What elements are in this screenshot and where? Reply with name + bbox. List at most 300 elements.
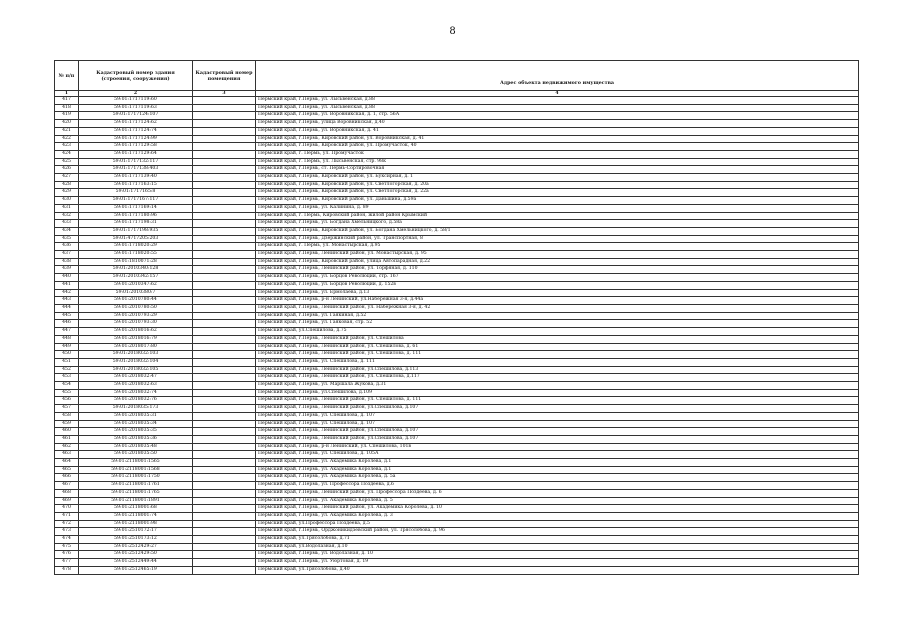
property-address: Пермский край, г.Пермь, ул. Лысьвенская, д.88	[256, 104, 859, 112]
table-row	[55, 297, 859, 305]
table-header-row	[55, 61, 859, 91]
table-row	[55, 566, 859, 574]
property-address: Пермский край, г.Пермь, ул. Борцов Революции, стр. 167	[256, 274, 859, 282]
building-cadastral-number: 59:01:2018032:47	[79, 374, 193, 382]
property-address: Пермский край, г. Пермь, ул. Лысьвенская, стр. 98к	[256, 158, 859, 166]
row-number: 455	[55, 389, 79, 397]
building-cadastral-number: 59:01:1717198:31	[79, 220, 193, 228]
page-number: 8	[449, 26, 456, 37]
property-address: Пермский край, г.Пермь, ул. Академика Королева, д. 5а	[256, 474, 859, 482]
property-address: Пермский край, г.Пермь, ст. Пермь-Сортировочная	[256, 166, 859, 174]
row-number: 459	[55, 420, 79, 428]
property-address: Пермский край, г.Пермь, Кировский район, ул. Богдана Хмельницкого, д. 58/1	[256, 227, 859, 235]
property-address: Пермский край, г.Пермь, Ленинский район, ул. Спешилова	[256, 335, 859, 343]
table-row	[55, 127, 859, 135]
premises-cadastral-number	[193, 212, 256, 220]
table-row	[55, 143, 859, 151]
row-number: 478	[55, 566, 79, 574]
row-number: 474	[55, 536, 79, 544]
row-number: 464	[55, 459, 79, 467]
premises-cadastral-number	[193, 435, 256, 443]
building-cadastral-number: 59:01:1717180:96	[79, 212, 193, 220]
header-building-cadastral: Кадастровый номер здания (строения, сооружения)	[79, 61, 193, 91]
row-number: 446	[55, 320, 79, 328]
building-cadastral-number: 59:01:1810071:28	[79, 258, 193, 266]
table-row	[55, 428, 859, 436]
building-cadastral-number: 59:01:2118001:1568	[79, 466, 193, 474]
table-row	[55, 258, 859, 266]
premises-cadastral-number	[193, 266, 256, 274]
column-number: 2	[79, 91, 193, 97]
row-number: 429	[55, 189, 79, 197]
property-address: Пермский край, г. Пермь, ул. Монастырская, д.95	[256, 243, 859, 251]
building-cadastral-number: 59:01:2010340:128	[79, 266, 193, 274]
property-address: Пермский край, г.Пермь, ул. Спешилова, д. 105А	[256, 451, 859, 459]
property-address: Пермский край, г.Пермь, Ленинский район, ул.Спешилова, д.107	[256, 435, 859, 443]
property-address: Пермский край, г.Пермь, ул. Академика Королева, д. 3	[256, 512, 859, 520]
premises-cadastral-number	[193, 158, 256, 166]
premises-cadastral-number	[193, 312, 256, 320]
table-row	[55, 212, 859, 220]
property-address: Пермский край, г.Пермь, ул. Лысьвенская, д.88	[256, 97, 859, 105]
building-cadastral-number: 59:01:2018016:79	[79, 335, 193, 343]
premises-cadastral-number	[193, 258, 256, 266]
table-body	[55, 97, 859, 575]
table-row	[55, 266, 859, 274]
table-row	[55, 512, 859, 520]
building-cadastral-number: 59:01:1717138:403	[79, 166, 193, 174]
row-number: 436	[55, 243, 79, 251]
building-cadastral-number: 59:01:1717163:15	[79, 181, 193, 189]
row-number: 426	[55, 166, 79, 174]
row-number: 425	[55, 158, 79, 166]
table-row	[55, 335, 859, 343]
table-row	[55, 443, 859, 451]
property-address: Пермский край, г.Пермь, Ленинский район, ул. Торфяная, д. 110	[256, 266, 859, 274]
building-cadastral-number: 59:01:1717124:74	[79, 127, 193, 135]
property-address: Пермский край, г.Пермь, ул. Спешилова, д. 107	[256, 412, 859, 420]
property-address: Пермский край, г.Пермь, Ленинский район, ул.Спешилова, д.107	[256, 405, 859, 413]
premises-cadastral-number	[193, 166, 256, 174]
premises-cadastral-number	[193, 536, 256, 544]
premises-cadastral-number	[193, 543, 256, 551]
building-cadastral-number: 59:01:1717119:63	[79, 104, 193, 112]
building-cadastral-number: 59:01:1718020:29	[79, 243, 193, 251]
property-address: Пермский край, ул.Трясолобова, д.71	[256, 536, 859, 544]
property-address: Пермский край, г.Пермь, ул. Гаякиная, д.52	[256, 312, 859, 320]
building-cadastral-number: 59:01:2010342:157	[79, 274, 193, 282]
row-number: 431	[55, 204, 79, 212]
premises-cadastral-number	[193, 382, 256, 390]
premises-cadastral-number	[193, 405, 256, 413]
table-row	[55, 204, 859, 212]
property-address: Пермский край, г.Пермь, ул. Воровникская, д. 41	[256, 127, 859, 135]
property-address: Пермский край, г.Пермь, ул. Спешилова, д. 111	[256, 358, 859, 366]
building-cadastral-number: 59:01:2018035:173	[79, 405, 193, 413]
building-cadastral-number: 59:01:2118001:1565	[79, 459, 193, 467]
premises-cadastral-number	[193, 304, 256, 312]
building-cadastral-number: 59:01:2018032:74	[79, 389, 193, 397]
property-address: Пермский край, г.Пермь, ул. Ермолаева, д.13	[256, 289, 859, 297]
table-row	[55, 104, 859, 112]
building-cadastral-number: 59:01:1717129:64	[79, 150, 193, 158]
header-address: Адрес объекта недвижимого имущества	[256, 61, 859, 91]
row-number: 437	[55, 251, 79, 259]
premises-cadastral-number	[193, 482, 256, 490]
building-cadastral-number: 59:01:1717119:60	[79, 97, 193, 105]
row-number: 420	[55, 120, 79, 128]
property-address: Пермский край, г.Пермь, ул. Воровникская, д. 1, стр. 56А	[256, 112, 859, 120]
row-number: 448	[55, 335, 79, 343]
table-row	[55, 274, 859, 282]
premises-cadastral-number	[193, 274, 256, 282]
property-address: Пермский край, г.Пермь, ул. Уюртовая, д. 19	[256, 559, 859, 567]
property-address: Пермский край, г.Пермь, Ленинский район, ул. Спешилова, д.117	[256, 374, 859, 382]
row-number: 428	[55, 181, 79, 189]
row-number: 438	[55, 258, 79, 266]
building-cadastral-number: 59:01:2118001:74	[79, 512, 193, 520]
property-address: Пермский край, г.Пермь, Кировский район, ул. Буксирная, д. 1	[256, 174, 859, 182]
premises-cadastral-number	[193, 143, 256, 151]
row-number: 424	[55, 150, 79, 158]
premises-cadastral-number	[193, 181, 256, 189]
row-number: 476	[55, 551, 79, 559]
table-row	[55, 150, 859, 158]
row-number: 453	[55, 374, 79, 382]
premises-cadastral-number	[193, 112, 256, 120]
property-address: Пермский край, г.Пермь, Ленинский район, ул.Спешилова, д.107	[256, 428, 859, 436]
premises-cadastral-number	[193, 451, 256, 459]
premises-cadastral-number	[193, 351, 256, 359]
table-row	[55, 281, 859, 289]
row-number: 470	[55, 505, 79, 513]
building-cadastral-number: 59:01:2018032:105	[79, 366, 193, 374]
table-row	[55, 343, 859, 351]
property-address: Пермский край, г.Пермь, ул. Калинина, д. 89	[256, 204, 859, 212]
table-row	[55, 435, 859, 443]
building-cadastral-number: 59:01:2010780:44	[79, 297, 193, 305]
premises-cadastral-number	[193, 397, 256, 405]
property-address: Пермский край, г.Пермь, ул.Спешилова, д.109	[256, 389, 859, 397]
table-row	[55, 520, 859, 528]
premises-cadastral-number	[193, 551, 256, 559]
table-row	[55, 459, 859, 467]
property-address: Пермский край, г.Пермь, Ленинский район, ул. Профессора Поздеева, д. 6	[256, 489, 859, 497]
property-address: Пермский край, г.Пермь, Кировский район, ул. Промучасток, 40	[256, 143, 859, 151]
row-number: 471	[55, 512, 79, 520]
premises-cadastral-number	[193, 320, 256, 328]
property-address: Пермский край, ул.Спешилова, д.75	[256, 328, 859, 336]
premises-cadastral-number	[193, 289, 256, 297]
table-row	[55, 412, 859, 420]
building-cadastral-number: 59:01:2118001:68	[79, 505, 193, 513]
table-row	[55, 389, 859, 397]
property-address: Пермский край, г. Пермь, ул. Промучасток	[256, 150, 859, 158]
property-address: Пермский край, г.Пермь, Кировский район, ул. Светлогорская, д. 20а	[256, 181, 859, 189]
table-row	[55, 289, 859, 297]
premises-cadastral-number	[193, 135, 256, 143]
row-number: 422	[55, 135, 79, 143]
premises-cadastral-number	[193, 328, 256, 336]
building-cadastral-number: 59:01:1717169:14	[79, 204, 193, 212]
property-address: Пермский край, г.Пермь, ул. Профессора Поздеева, д.6	[256, 482, 859, 490]
property-address: Пермский край, г.Пермь, ул. Академика Королева, д.1	[256, 466, 859, 474]
table-row	[55, 220, 859, 228]
table-row	[55, 466, 859, 474]
premises-cadastral-number	[193, 174, 256, 182]
table-row	[55, 543, 859, 551]
table-row	[55, 420, 859, 428]
premises-cadastral-number	[193, 235, 256, 243]
building-cadastral-number: 59:01:2010380:7	[79, 289, 193, 297]
row-number: 433	[55, 220, 79, 228]
property-address: Пермский край, г.Пермь, Ленинский район, ул. Спешилова, д. 111	[256, 397, 859, 405]
table-row	[55, 474, 859, 482]
property-address: Пермский край, г.Пермь, р-н Ленинский, ул. Спешилова, 101в	[256, 443, 859, 451]
premises-cadastral-number	[193, 520, 256, 528]
row-number: 451	[55, 358, 79, 366]
table-row	[55, 320, 859, 328]
table-row	[55, 505, 859, 513]
table-row	[55, 528, 859, 536]
premises-cadastral-number	[193, 459, 256, 467]
table-row	[55, 405, 859, 413]
building-cadastral-number: 59:01:2118001:1891	[79, 497, 193, 505]
table-row	[55, 227, 859, 235]
premises-cadastral-number	[193, 343, 256, 351]
building-cadastral-number: 59:01:2018032:103	[79, 351, 193, 359]
table-row	[55, 243, 859, 251]
premises-cadastral-number	[193, 104, 256, 112]
property-address: Пермский край, ул.Трясолобова, д.40	[256, 566, 859, 574]
table-row	[55, 181, 859, 189]
premises-cadastral-number	[193, 497, 256, 505]
building-cadastral-number: 59:01:2118001:1765	[79, 489, 193, 497]
building-cadastral-number: 59:01:1717124:99	[79, 135, 193, 143]
column-number: 3	[193, 91, 256, 97]
row-number: 461	[55, 435, 79, 443]
row-number: 434	[55, 227, 79, 235]
property-address: Пермский край, г.Пермь, Кировский район, улица Автопарадная, д.22	[256, 258, 859, 266]
row-number: 457	[55, 405, 79, 413]
table-row	[55, 397, 859, 405]
property-address: Пермский край, ул.Водолазная, д.10	[256, 543, 859, 551]
row-number: 421	[55, 127, 79, 135]
table-row	[55, 382, 859, 390]
building-cadastral-number: 59:01:2010793:30	[79, 320, 193, 328]
property-address: Пермский край, ул.Профессора Поздеева, д.5	[256, 520, 859, 528]
premises-cadastral-number	[193, 374, 256, 382]
property-address: Пермский край, г.Пермь, ул. Гаяковая, стр. 52	[256, 320, 859, 328]
table-row	[55, 197, 859, 205]
premises-cadastral-number	[193, 528, 256, 536]
premises-cadastral-number	[193, 566, 256, 574]
table-row	[55, 312, 859, 320]
building-cadastral-number: 59:01:2018032:76	[79, 397, 193, 405]
property-address: Пермский край, г.Пермь, ул. Маршала Жукова, д.31	[256, 382, 859, 390]
row-number: 417	[55, 97, 79, 105]
building-cadastral-number: 59:01:2018035:50	[79, 451, 193, 459]
building-cadastral-number: 59:01:1717124:107	[79, 112, 193, 120]
table-row	[55, 489, 859, 497]
premises-cadastral-number	[193, 474, 256, 482]
table-row	[55, 551, 859, 559]
building-cadastral-number: 59:01:2018032:63	[79, 382, 193, 390]
property-address: Пермский край, г.Пермь, Ленинский район, ул. Монастырская, д. 95	[256, 251, 859, 259]
building-cadastral-number: 59:01:2018032:104	[79, 358, 193, 366]
property-address: Пермский край, г.Пермь, улица Воровникская, д.40	[256, 120, 859, 128]
row-number: 449	[55, 343, 79, 351]
building-cadastral-number: 59:01:1717124:62	[79, 120, 193, 128]
building-cadastral-number: 59:01:2510173:12	[79, 536, 193, 544]
building-cadastral-number: 59:01:4717205:203	[79, 235, 193, 243]
row-number: 472	[55, 520, 79, 528]
row-number: 435	[55, 235, 79, 243]
table-row	[55, 158, 859, 166]
building-cadastral-number: 59:01:2118001:98	[79, 520, 193, 528]
property-address: Пермский край, г.Пермь, ул. Академика Королева, д. 5	[256, 497, 859, 505]
row-number: 427	[55, 174, 79, 182]
building-cadastral-number: 59:01:2118001:1761	[79, 482, 193, 490]
premises-cadastral-number	[193, 489, 256, 497]
property-register-table	[54, 60, 859, 575]
premises-cadastral-number	[193, 189, 256, 197]
building-cadastral-number: 59:01:1717165:8	[79, 189, 193, 197]
building-cadastral-number: 59:01:2010347:62	[79, 281, 193, 289]
property-address: Пермский край, г.Пермь, ул. Академика Королева, д.1	[256, 459, 859, 467]
row-number: 423	[55, 143, 79, 151]
building-cadastral-number: 59:01:2018035:31	[79, 412, 193, 420]
table-row	[55, 112, 859, 120]
building-cadastral-number: 59:01:1717198:935	[79, 227, 193, 235]
building-cadastral-number: 59:01:1717167:117	[79, 197, 193, 205]
row-number: 441	[55, 281, 79, 289]
building-cadastral-number: 59:01:2018035:36	[79, 435, 193, 443]
table-row	[55, 166, 859, 174]
table-row	[55, 497, 859, 505]
property-address: Пермский край, г.Пермь, Кировский район, ул. Светлогорская, д. 22а	[256, 189, 859, 197]
header-premises-cadastral: Кадастровый номер помещения	[193, 61, 256, 91]
property-address: Пермский край, г.Пермь, Ленинский район, ул. Спешилова, д. 111	[256, 351, 859, 359]
row-number: 418	[55, 104, 79, 112]
row-number: 447	[55, 328, 79, 336]
building-cadastral-number: 59:01:2018035:48	[79, 443, 193, 451]
premises-cadastral-number	[193, 97, 256, 105]
building-cadastral-number: 59:01:2118001:1750	[79, 474, 193, 482]
table-row	[55, 328, 859, 336]
row-number: 443	[55, 297, 79, 305]
table-row	[55, 251, 859, 259]
premises-cadastral-number	[193, 243, 256, 251]
row-number: 454	[55, 382, 79, 390]
premises-cadastral-number	[193, 466, 256, 474]
header-number: № п/п	[55, 61, 79, 91]
building-cadastral-number: 59:01:2010793:29	[79, 312, 193, 320]
premises-cadastral-number	[193, 505, 256, 513]
premises-cadastral-number	[193, 127, 256, 135]
row-number: 419	[55, 112, 79, 120]
column-number: 1	[55, 91, 79, 97]
row-number: 465	[55, 466, 79, 474]
row-number: 440	[55, 274, 79, 282]
property-address: Пермский край, г.Пермь, ул. Спешилова, д. 107	[256, 420, 859, 428]
table-row	[55, 366, 859, 374]
property-address: Пермский край, г.Пермь, р-н Ленинский, ул.Набережная 3-я, д.44а	[256, 297, 859, 305]
premises-cadastral-number	[193, 443, 256, 451]
premises-cadastral-number	[193, 297, 256, 305]
row-number: 439	[55, 266, 79, 274]
table-row	[55, 174, 859, 182]
building-cadastral-number: 59:01:2512429:50	[79, 551, 193, 559]
property-address: Пермский край, г.Пермь, Дзержинский район, ул. Транспортная, 8	[256, 235, 859, 243]
row-number: 458	[55, 412, 79, 420]
premises-cadastral-number	[193, 428, 256, 436]
row-number: 469	[55, 497, 79, 505]
column-number: 4	[256, 91, 859, 97]
building-cadastral-number: 59:01:1717132:117	[79, 158, 193, 166]
property-address: Пермский край, г.Пермь, Ленинский район, ул.Спешилова, д.113	[256, 366, 859, 374]
premises-cadastral-number	[193, 512, 256, 520]
row-number: 430	[55, 197, 79, 205]
premises-cadastral-number	[193, 559, 256, 567]
property-address: Пермский край, г.Пермь, Ленинский район, ул. Спешилова, д. 61	[256, 343, 859, 351]
table-row	[55, 482, 859, 490]
row-number: 475	[55, 543, 79, 551]
table-row	[55, 358, 859, 366]
table-row	[55, 351, 859, 359]
building-cadastral-number: 59:01:1718020:55	[79, 251, 193, 259]
building-cadastral-number: 59:01:2018017:80	[79, 343, 193, 351]
premises-cadastral-number	[193, 358, 256, 366]
premises-cadastral-number	[193, 197, 256, 205]
premises-cadastral-number	[193, 335, 256, 343]
row-number: 468	[55, 489, 79, 497]
property-address: Пермский край, г.Пермь, ул. Водолазная, д. 10	[256, 551, 859, 559]
premises-cadastral-number	[193, 150, 256, 158]
table-row	[55, 451, 859, 459]
property-address: Пермский край, г.Пермь, Кировский район, ул. Даньшина, д.59а	[256, 197, 859, 205]
premises-cadastral-number	[193, 220, 256, 228]
row-number: 432	[55, 212, 79, 220]
property-address: Пермский край, г.Пермь, Орджоникидзевский район, ул. Трясолобова, д. 96	[256, 528, 859, 536]
property-address: Пермский край, г.Пермь, ул. Богдана Хмельницкого, д.58а	[256, 220, 859, 228]
table-row	[55, 559, 859, 567]
building-cadastral-number: 59:01:2512465:19	[79, 566, 193, 574]
row-number: 444	[55, 304, 79, 312]
premises-cadastral-number	[193, 420, 256, 428]
property-address: Пермский край, г.Пермь, Кировский район, ул. Воровникская, д. 41	[256, 135, 859, 143]
property-address: Пермский край, г.Пермь, ул. Борцов Революции, д. 152в	[256, 281, 859, 289]
table-row	[55, 135, 859, 143]
row-number: 473	[55, 528, 79, 536]
property-address: Пермский край, г. Пермь, Кировский район, жилой район Крымский	[256, 212, 859, 220]
building-cadastral-number: 59:01:2512449:44	[79, 559, 193, 567]
premises-cadastral-number	[193, 227, 256, 235]
row-number: 452	[55, 366, 79, 374]
row-number: 460	[55, 428, 79, 436]
premises-cadastral-number	[193, 281, 256, 289]
building-cadastral-number: 59:01:2018016:62	[79, 328, 193, 336]
property-address: Пермский край, г.Пермь, Ленинский район, ул. Академика Королева, д. 10	[256, 505, 859, 513]
building-cadastral-number: 59:01:2018035:34	[79, 420, 193, 428]
row-number: 445	[55, 312, 79, 320]
row-number: 456	[55, 397, 79, 405]
row-number: 450	[55, 351, 79, 359]
row-number: 477	[55, 559, 79, 567]
table-row	[55, 536, 859, 544]
table-row	[55, 97, 859, 105]
premises-cadastral-number	[193, 251, 256, 259]
